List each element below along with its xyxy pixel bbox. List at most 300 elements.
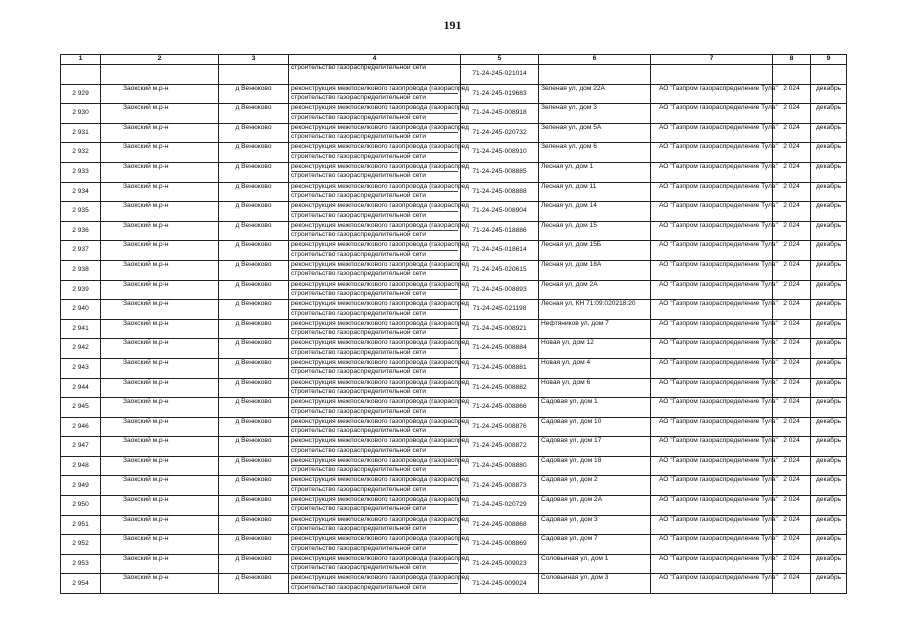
cell-year: 2 024 <box>773 143 811 163</box>
cell-district: Заокский м.р-н <box>101 260 219 280</box>
cell-work <box>289 143 469 163</box>
cell-settlement: д Венюково <box>219 280 289 300</box>
column-header: 1 <box>61 55 101 65</box>
cell-month: декабрь <box>811 104 847 124</box>
cell-year: 2 024 <box>773 456 811 476</box>
table-row <box>61 554 847 574</box>
cell-year: 2 024 <box>773 319 811 339</box>
work-line-2: строительство газораспределительной сети <box>291 113 426 121</box>
table-row <box>61 417 847 437</box>
work-line-1: реконструкция межпоселкового газопровода (газораспред <box>291 320 458 329</box>
cell-year: 2 024 <box>773 202 811 222</box>
cell-work <box>289 554 469 574</box>
cell-address: Садовая ул, дом 2А <box>539 496 651 516</box>
cell-month: декабрь <box>811 260 847 280</box>
cell-work <box>289 260 469 280</box>
work-line-1: реконструкция межпоселкового газопровода (газораспред <box>291 163 458 172</box>
cell-org: АО "Газпром газораспределение Тула" <box>651 574 773 594</box>
cell-org: АО "Газпром газораспределение Тула" <box>651 202 773 222</box>
cell-code: 71-24-245-008893 <box>461 280 539 300</box>
cell-address: Зеленая ул, дом 5А <box>539 123 651 143</box>
cell-year: 2 024 <box>773 104 811 124</box>
cell-year: 2 024 <box>773 339 811 359</box>
work-line-1: реконструкция межпоселкового газопровода (газораспред <box>291 85 458 94</box>
cell-address: Лесная ул, дом 14 <box>539 202 651 222</box>
table-row <box>61 300 847 320</box>
cell-work <box>289 437 469 457</box>
cell-work <box>289 378 469 398</box>
cell-month: декабрь <box>811 300 847 320</box>
cell-year: 2 024 <box>773 84 811 104</box>
cell-org: АО "Газпром газораспределение Тула" <box>651 84 773 104</box>
cell-org: АО "Газпром газораспределение Тула" <box>651 398 773 418</box>
cell-code: 71-24-245-008872 <box>461 437 539 457</box>
work-line-1: реконструкция межпоселкового газопровода (газораспред <box>291 281 458 290</box>
cell-district: Заокский м.р-н <box>101 378 219 398</box>
column-header: 2 <box>101 55 219 65</box>
cell-month: декабрь <box>811 437 847 457</box>
cell-code: 71-24-245-020732 <box>461 123 539 143</box>
cell-settlement: д Венюково <box>219 574 289 594</box>
cell-code: 71-24-245-008880 <box>461 456 539 476</box>
work-line-2: строительство газораспределительной сети <box>291 427 426 435</box>
cell-year: 2 024 <box>773 535 811 555</box>
cell-address: Новая ул, дом 12 <box>539 339 651 359</box>
cell-address: Лесная ул, дом 11 <box>539 182 651 202</box>
cell-work <box>289 476 469 496</box>
work-line-2: строительство газораспределительной сети <box>291 211 426 219</box>
table-row <box>61 378 847 398</box>
cell-number: 2 954 <box>61 574 101 594</box>
cell-settlement: д Венюково <box>219 260 289 280</box>
cell-settlement: д Венюково <box>219 554 289 574</box>
cell-year: 2 024 <box>773 182 811 202</box>
cell-settlement: д Венюково <box>219 162 289 182</box>
cell-month: декабрь <box>811 241 847 261</box>
cell-address: Садовая ул, дом 18 <box>539 456 651 476</box>
cell-district: Заокский м.р-н <box>101 280 219 300</box>
cell-year: 2 024 <box>773 162 811 182</box>
cell-district: Заокский м.р-н <box>101 535 219 555</box>
cell-district: Заокский м.р-н <box>101 437 219 457</box>
cell-month: декабрь <box>811 162 847 182</box>
cell-year: 2 024 <box>773 515 811 535</box>
column-header: 5 <box>461 55 539 65</box>
cell-settlement: д Венюково <box>219 456 289 476</box>
cell-district: Заокский м.р-н <box>101 476 219 496</box>
cell-work <box>289 319 469 339</box>
cell-year: 2 024 <box>773 280 811 300</box>
work-line-2: строительство газораспределительной сети <box>291 564 426 572</box>
cell-address: Новая ул, дом 6 <box>539 378 651 398</box>
cell-year: 2 024 <box>773 554 811 574</box>
cell-address: Садовая ул, дом 2 <box>539 476 651 496</box>
table-row <box>61 84 847 104</box>
table-row <box>61 280 847 300</box>
work-line-1: реконструкция межпоселкового газопровода (газораспред <box>291 379 458 388</box>
work-line-2: строительство газораспределительной сети <box>291 485 426 493</box>
cell-address: Новая ул, дом 4 <box>539 358 651 378</box>
cell-code: 71-24-245-008888 <box>461 182 539 202</box>
cell-number: 2 943 <box>61 358 101 378</box>
cell-address: Лесная ул, дом 18А <box>539 260 651 280</box>
cell-number: 2 937 <box>61 241 101 261</box>
work-line-1: реконструкция межпоселкового газопровода (газораспред <box>291 202 458 211</box>
work-line-2: строительство газораспределительной сети <box>291 231 426 239</box>
cell-code: 71-24-245-008873 <box>461 476 539 496</box>
cell-month: декабрь <box>811 319 847 339</box>
cell-number: 2 952 <box>61 535 101 555</box>
cell-code: 71-24-245-008884 <box>461 339 539 359</box>
work-line-2: строительство газораспределительной сети <box>291 191 426 199</box>
column-header: 8 <box>773 55 811 65</box>
cell-year: 2 024 <box>773 300 811 320</box>
cell-month <box>811 65 847 85</box>
cell-settlement: д Венюково <box>219 221 289 241</box>
cell-code: 71-24-245-008921 <box>461 319 539 339</box>
column-header: 3 <box>219 55 289 65</box>
work-line-1: реконструкция межпоселкового газопровода (газораспред <box>291 261 458 270</box>
cell-district: Заокский м.р-н <box>101 162 219 182</box>
cell-org: АО "Газпром газораспределение Тула" <box>651 280 773 300</box>
cell-district <box>101 65 219 85</box>
cell-address: Лесная ул, дом 15 <box>539 221 651 241</box>
table-row <box>61 358 847 378</box>
cell-month: декабрь <box>811 202 847 222</box>
cell-district: Заокский м.р-н <box>101 515 219 535</box>
table-row <box>61 241 847 261</box>
cell-work <box>289 221 469 241</box>
cell-org: АО "Газпром газораспределение Тула" <box>651 221 773 241</box>
cell-month: декабрь <box>811 358 847 378</box>
cell-code: 71-24-245-019683 <box>461 84 539 104</box>
cell-address: Садовая ул, дом 3 <box>539 515 651 535</box>
cell-org: АО "Газпром газораспределение Тула" <box>651 123 773 143</box>
cell-settlement: д Венюково <box>219 437 289 457</box>
cell-org: АО "Газпром газораспределение Тула" <box>651 476 773 496</box>
cell-number: 2 942 <box>61 339 101 359</box>
work-line-1: реконструкция межпоселкового газопровода (газораспред <box>291 476 458 485</box>
cell-month: декабрь <box>811 280 847 300</box>
column-header: 9 <box>811 55 847 65</box>
cell-work <box>289 280 469 300</box>
cell-code: 71-24-245-018886 <box>461 221 539 241</box>
cell-org: АО "Газпром газораспределение Тула" <box>651 339 773 359</box>
cell-work <box>289 202 469 222</box>
cell-org: АО "Газпром газораспределение Тула" <box>651 358 773 378</box>
cell-code: 71-24-245-008876 <box>461 417 539 437</box>
cell-number: 2 936 <box>61 221 101 241</box>
cell-work <box>289 358 469 378</box>
document-table-container <box>60 54 846 591</box>
cell-code: 71-24-245-020615 <box>461 260 539 280</box>
cell-work <box>289 162 469 182</box>
work-line-1: реконструкция межпоселкового газопровода (газораспред <box>291 418 458 427</box>
cell-district: Заокский м.р-н <box>101 358 219 378</box>
cell-code: 71-24-245-008910 <box>461 143 539 163</box>
cell-year: 2 024 <box>773 496 811 516</box>
cell-month: декабрь <box>811 339 847 359</box>
cell-code: 71-24-245-008885 <box>461 162 539 182</box>
work-line-2: строительство газораспределительной сети <box>291 544 426 552</box>
cell-work <box>289 496 469 516</box>
cell-settlement: д Венюково <box>219 358 289 378</box>
cell-work <box>289 84 469 104</box>
cell-year: 2 024 <box>773 417 811 437</box>
cell-year: 2 024 <box>773 574 811 594</box>
cell-address: Лесная ул, дом 15Б <box>539 241 651 261</box>
cell-org: АО "Газпром газораспределение Тула" <box>651 456 773 476</box>
cell-work <box>289 398 469 418</box>
cell-settlement: д Венюково <box>219 417 289 437</box>
cell-settlement: д Венюково <box>219 202 289 222</box>
cell-org <box>651 65 773 85</box>
cell-month: декабрь <box>811 182 847 202</box>
work-line-1: реконструкция межпоселкового газопровода (газораспред <box>291 516 458 525</box>
cell-settlement: д Венюково <box>219 339 289 359</box>
work-line-1: реконструкция межпоселкового газопровода (газораспред <box>291 222 458 231</box>
cell-org: АО "Газпром газораспределение Тула" <box>651 241 773 261</box>
cell-number: 2 951 <box>61 515 101 535</box>
cell-address: Лесная ул, дом 2А <box>539 280 651 300</box>
cell-year: 2 024 <box>773 260 811 280</box>
cell-address: Садовая ул, дом 7 <box>539 535 651 555</box>
cell-org: АО "Газпром газораспределение Тула" <box>651 300 773 320</box>
work-line-2: строительство газораспределительной сети <box>291 525 426 533</box>
cell-settlement: д Венюково <box>219 476 289 496</box>
work-line-2: строительство газораспределительной сети <box>291 152 426 160</box>
cell-org: АО "Газпром газораспределение Тула" <box>651 104 773 124</box>
work-line-1: реконструкция межпоселкового газопровода (газораспред <box>291 437 458 446</box>
table-row <box>61 260 847 280</box>
cell-settlement <box>219 65 289 85</box>
gasification-table <box>60 54 847 594</box>
cell-number: 2 948 <box>61 456 101 476</box>
work-line-1: реконструкция межпоселкового газопровода (газораспред <box>291 183 458 192</box>
work-line-2: строительство газораспределительной сети <box>291 94 426 101</box>
cell-code: 71-24-245-009023 <box>461 554 539 574</box>
cell-number: 2 944 <box>61 378 101 398</box>
cell-settlement: д Венюково <box>219 496 289 516</box>
cell-number: 2 935 <box>61 202 101 222</box>
table-header <box>61 55 847 65</box>
table-row <box>61 162 847 182</box>
cell-settlement: д Венюково <box>219 535 289 555</box>
work-line-1: реконструкция межпоселкового газопровода (газораспред <box>291 535 458 544</box>
cell-org: АО "Газпром газораспределение Тула" <box>651 515 773 535</box>
table-row <box>61 476 847 496</box>
cell-work <box>289 417 469 437</box>
cell-year: 2 024 <box>773 378 811 398</box>
cell-number: 2 946 <box>61 417 101 437</box>
work-line-2: строительство газораспределительной сети <box>291 466 426 474</box>
cell-number: 2 949 <box>61 476 101 496</box>
work-line-2: строительство газораспределительной сети <box>291 133 426 141</box>
cell-code: 71-24-245-021014 <box>461 65 539 85</box>
cell-address <box>539 65 651 85</box>
cell-code: 71-24-245-020729 <box>461 496 539 516</box>
work-line-2: строительство газораспределительной сети <box>291 407 426 415</box>
cell-org: АО "Газпром газораспределение Тула" <box>651 437 773 457</box>
table-row <box>61 202 847 222</box>
cell-settlement: д Венюково <box>219 300 289 320</box>
work-line-2: строительство газораспределительной сети <box>291 368 426 376</box>
cell-district: Заокский м.р-н <box>101 574 219 594</box>
column-header: 7 <box>651 55 773 65</box>
cell-number: 2 934 <box>61 182 101 202</box>
table-row <box>61 319 847 339</box>
cell-number: 2 945 <box>61 398 101 418</box>
cell-number: 2 929 <box>61 84 101 104</box>
cell-settlement: д Венюково <box>219 123 289 143</box>
work-line-2: строительство газораспределительной сети <box>291 348 426 356</box>
cell-month: декабрь <box>811 574 847 594</box>
cell-number: 2 947 <box>61 437 101 457</box>
cell-org: АО "Газпром газораспределение Тула" <box>651 378 773 398</box>
table-row <box>61 104 847 124</box>
cell-district: Заокский м.р-н <box>101 300 219 320</box>
cell-code: 71-24-245-008869 <box>461 535 539 555</box>
cell-settlement: д Венюково <box>219 241 289 261</box>
work-line-1: реконструкция межпоселкового газопровода (газораспред <box>291 241 458 250</box>
cell-org: АО "Газпром газораспределение Тула" <box>651 554 773 574</box>
table-row <box>61 398 847 418</box>
cell-month: декабрь <box>811 476 847 496</box>
cell-year: 2 024 <box>773 221 811 241</box>
cell-work <box>289 104 469 124</box>
table-row <box>61 123 847 143</box>
cell-address: Зеленая ул, дом 22А <box>539 84 651 104</box>
work-line-2: строительство газораспределительной сети <box>291 172 426 180</box>
cell-work <box>289 339 469 359</box>
work-line-1: реконструкция межпоселкового газопровода (газораспред <box>291 398 458 407</box>
cell-district: Заокский м.р-н <box>101 104 219 124</box>
cell-code: 71-24-245-008868 <box>461 515 539 535</box>
cell-code: 71-24-245-009024 <box>461 574 539 594</box>
cell-month: декабрь <box>811 554 847 574</box>
work-line-2: строительство газораспределительной сети <box>291 250 426 258</box>
cell-org: АО "Газпром газораспределение Тула" <box>651 319 773 339</box>
cell-address: Садовая ул, дом 17 <box>539 437 651 457</box>
cell-address: Лесная ул, дом 1 <box>539 162 651 182</box>
cell-work <box>289 574 469 594</box>
cell-address: Садовая ул, дом 1 <box>539 398 651 418</box>
table-row <box>61 437 847 457</box>
cell-number: 2 930 <box>61 104 101 124</box>
cell-district: Заокский м.р-н <box>101 84 219 104</box>
cell-code: 71-24-245-008904 <box>461 202 539 222</box>
cell-number <box>61 65 101 85</box>
work-line-2: строительство газораспределительной сети <box>291 289 426 297</box>
cell-district: Заокский м.р-н <box>101 241 219 261</box>
cell-year: 2 024 <box>773 398 811 418</box>
cell-district: Заокский м.р-н <box>101 182 219 202</box>
work-line-2: строительство газораспределительной сети <box>291 387 426 395</box>
table-row <box>61 339 847 359</box>
table-row <box>61 574 847 594</box>
cell-month: декабрь <box>811 143 847 163</box>
cell-number: 2 939 <box>61 280 101 300</box>
cell-district: Заокский м.р-н <box>101 143 219 163</box>
cell-number: 2 940 <box>61 300 101 320</box>
cell-month: декабрь <box>811 496 847 516</box>
cell-address: Соловьиная ул, дом 3 <box>539 574 651 594</box>
cell-settlement: д Венюково <box>219 378 289 398</box>
cell-org: АО "Газпром газораспределение Тула" <box>651 417 773 437</box>
cell-district: Заокский м.р-н <box>101 123 219 143</box>
cell-code: 71-24-245-008866 <box>461 398 539 418</box>
cell-settlement: д Венюково <box>219 143 289 163</box>
cell-work <box>289 182 469 202</box>
page-number: 191 <box>443 18 462 32</box>
work-line-1: реконструкция межпоселкового газопровода (газораспред <box>291 300 458 309</box>
cell-work <box>289 241 469 261</box>
cell-month: декабрь <box>811 535 847 555</box>
cell-year: 2 024 <box>773 358 811 378</box>
cell-year: 2 024 <box>773 123 811 143</box>
table-row-partial <box>61 65 847 85</box>
cell-settlement: д Венюково <box>219 319 289 339</box>
cell-district: Заокский м.р-н <box>101 319 219 339</box>
work-line-1: реконструкция межпоселкового газопровода (газораспред <box>291 359 458 368</box>
cell-work <box>289 515 469 535</box>
cell-org: АО "Газпром газораспределение Тула" <box>651 143 773 163</box>
cell-settlement: д Венюково <box>219 182 289 202</box>
cell-year: 2 024 <box>773 437 811 457</box>
cell-year: 2 024 <box>773 476 811 496</box>
cell-code: 71-24-245-008882 <box>461 378 539 398</box>
cell-address: Зеленая ул, дом 3 <box>539 104 651 124</box>
cell-month: декабрь <box>811 221 847 241</box>
cell-district: Заокский м.р-н <box>101 456 219 476</box>
work-line-2: строительство газораспределительной сети <box>291 270 426 278</box>
cell-address: Лесная ул, КН 71:09:020218:20 <box>539 300 651 320</box>
table-row <box>61 535 847 555</box>
cell-org: АО "Газпром газораспределение Тула" <box>651 162 773 182</box>
cell-settlement: д Венюково <box>219 104 289 124</box>
table-row <box>61 143 847 163</box>
work-line-1: реконструкция межпоселкового газопровода (газораспред <box>291 457 458 466</box>
cell-year: 2 024 <box>773 241 811 261</box>
work-line-1: реконструкция межпоселкового газопровода (газораспред <box>291 143 458 152</box>
work-line-2: строительство газораспределительной сети <box>291 505 426 513</box>
column-header: 4 <box>289 55 461 65</box>
cell-work <box>289 123 469 143</box>
table-body <box>61 65 847 594</box>
cell-address: Зеленая ул, дом 6 <box>539 143 651 163</box>
cell-number: 2 950 <box>61 496 101 516</box>
cell-month: декабрь <box>811 456 847 476</box>
work-line-2: строительство газораспределительной сети <box>291 309 426 317</box>
cell-month: декабрь <box>811 378 847 398</box>
cell-district: Заокский м.р-н <box>101 202 219 222</box>
work-line-2: строительство газораспределительной сети <box>291 583 426 591</box>
cell-settlement: д Венюково <box>219 515 289 535</box>
cell-number: 2 953 <box>61 554 101 574</box>
cell-address: Соловьиная ул, дом 1 <box>539 554 651 574</box>
column-header: 6 <box>539 55 651 65</box>
cell-address: Нефтяников ул, дом 7 <box>539 319 651 339</box>
work-line-1: реконструкция межпоселкового газопровода (газораспред <box>291 574 458 583</box>
cell-settlement: д Венюково <box>219 84 289 104</box>
cell-month: декабрь <box>811 84 847 104</box>
cell-org: АО "Газпром газораспределение Тула" <box>651 182 773 202</box>
cell-district: Заокский м.р-н <box>101 339 219 359</box>
cell-district: Заокский м.р-н <box>101 398 219 418</box>
cell-month: декабрь <box>811 417 847 437</box>
cell-number: 2 932 <box>61 143 101 163</box>
cell-org: АО "Газпром газораспределение Тула" <box>651 496 773 516</box>
